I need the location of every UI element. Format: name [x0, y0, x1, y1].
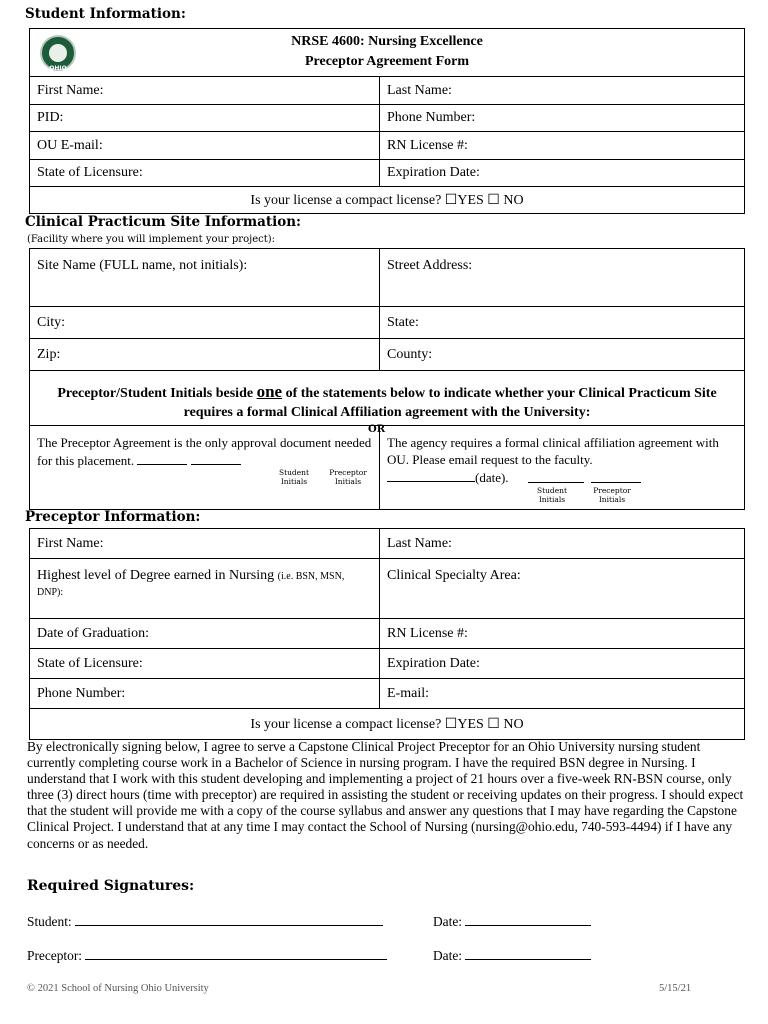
or-separator: OR	[368, 424, 386, 435]
preceptor-initials-line-a[interactable]	[191, 451, 241, 465]
preceptor-date-label: Date:	[433, 948, 462, 963]
preceptor-initials-caption-a: Preceptor Initials	[329, 468, 367, 486]
ohio-university-seal-icon: OHIO	[40, 35, 76, 71]
student-date-label: Date:	[433, 914, 462, 929]
preceptor-rn-license-field[interactable]: RN License #:	[380, 619, 745, 649]
site-info-heading: Clinical Practicum Site Information:	[25, 214, 302, 230]
student-pid-field[interactable]: PID:	[30, 105, 380, 132]
footer-date: 5/15/21	[659, 983, 692, 994]
student-signature-row	[27, 914, 383, 930]
student-info-table	[29, 28, 745, 214]
option-preceptor-agreement-only[interactable]: The Preceptor Agreement is the only approval document needed for this placement. Student Initials Preceptor Initials	[30, 426, 380, 510]
preceptor-last-name-field[interactable]: Last Name:	[380, 529, 745, 559]
site-state-field[interactable]: State:	[380, 307, 745, 339]
preceptor-info-heading: Preceptor Information:	[25, 509, 201, 525]
student-state-field[interactable]: State of Licensure:	[30, 160, 380, 187]
student-rn-license-field[interactable]: RN License #:	[380, 132, 745, 160]
preceptor-info-table	[29, 528, 745, 740]
form-name: Preceptor Agreement Form	[304, 54, 470, 69]
site-street-field[interactable]: Street Address:	[380, 249, 745, 307]
option-affiliation-agreement[interactable]: The agency requires a formal clinical affiliation agreement with OU. Please email request to the faculty. (date). Student Initials Preceptor Initials	[380, 426, 745, 510]
preceptor-expiration-field[interactable]: Expiration Date:	[380, 649, 745, 679]
student-initials-caption-a: Student Initials	[278, 468, 310, 486]
preceptor-signature-line[interactable]	[85, 948, 387, 960]
student-initials-line-a[interactable]	[137, 451, 187, 465]
initials-instructions: Preceptor/Student Initials beside one of the statements below to indicate whether your Clinical Practicum Site requires a formal Clinical Affiliation agreement with the University:	[30, 371, 745, 426]
preceptor-phone-field[interactable]: Phone Number:	[30, 679, 380, 709]
footer-copyright: © 2021 School of Nursing Ohio University	[27, 983, 209, 994]
preceptor-initials-caption-b: Preceptor Initials	[593, 486, 631, 504]
site-city-field[interactable]: City:	[30, 307, 380, 339]
site-name-field[interactable]: Site Name (FULL name, not initials):	[30, 249, 380, 307]
preceptor-signature-row	[27, 948, 387, 964]
student-signature-line[interactable]	[75, 914, 383, 926]
student-info-heading: Student Information:	[25, 6, 186, 22]
preceptor-specialty-field[interactable]: Clinical Specialty Area:	[380, 559, 745, 619]
request-date-line[interactable]	[387, 468, 475, 482]
student-phone-field[interactable]: Phone Number:	[380, 105, 745, 132]
agreement-paragraph: By electronically signing below, I agree to serve a Capstone Clinical Project Preceptor for an Ohio University nursing student currently completing course work in a Bachelor of Science in nursing program. I have the required BSN degree in Nursing. I understand that I work with this student developing and implementing a project of 21 hours over a five-week RN-BSN course, only three (3) direct hours (time with preceptor) are required in assisting the student or receiving updates on their progress. I should expect that the student will provide me with a copy of the course syllabus and answer any questions that I may have regarding the Capstone Clinical Project. I understand that at any time I may contact the School of Nursing (nursing@ohio.edu, 740-593-4494) if I have any concerns or as needed.	[27, 739, 744, 851]
preceptor-date-row	[433, 948, 591, 964]
course-title: NRSE 4600: Nursing Excellence	[291, 34, 483, 49]
signatures-heading: Required Signatures:	[27, 878, 195, 894]
site-info-note: (Facility where you will implement your project):	[27, 234, 275, 245]
student-signature-label: Student:	[27, 914, 72, 929]
preceptor-state-field[interactable]: State of Licensure:	[30, 649, 380, 679]
preceptor-date-line[interactable]	[465, 948, 591, 960]
preceptor-signature-label: Preceptor:	[27, 948, 83, 963]
student-date-row	[433, 914, 591, 930]
preceptor-graduation-date-field[interactable]: Date of Graduation:	[30, 619, 380, 649]
site-info-table	[29, 248, 745, 510]
student-last-name-field[interactable]: Last Name:	[380, 77, 745, 105]
student-compact-license-question[interactable]: Is your license a compact license? ☐YES ☐ NO	[30, 187, 745, 214]
form-title	[30, 29, 745, 77]
student-expiration-field[interactable]: Expiration Date:	[380, 160, 745, 187]
site-county-field[interactable]: County:	[380, 339, 745, 371]
preceptor-compact-license-question[interactable]: Is your license a compact license? ☐YES ☐ NO	[30, 709, 745, 740]
preceptor-first-name-field[interactable]: First Name:	[30, 529, 380, 559]
site-zip-field[interactable]: Zip:	[30, 339, 380, 371]
preceptor-degree-field[interactable]: Highest level of Degree earned in Nursing (i.e. BSN, MSN, DNP):	[30, 559, 380, 619]
student-date-line[interactable]	[465, 914, 591, 926]
student-email-field[interactable]: OU E-mail:	[30, 132, 380, 160]
student-first-name-field[interactable]: First Name:	[30, 77, 380, 105]
student-initials-caption-b: Student Initials	[536, 486, 568, 504]
preceptor-email-field[interactable]: E-mail:	[380, 679, 745, 709]
